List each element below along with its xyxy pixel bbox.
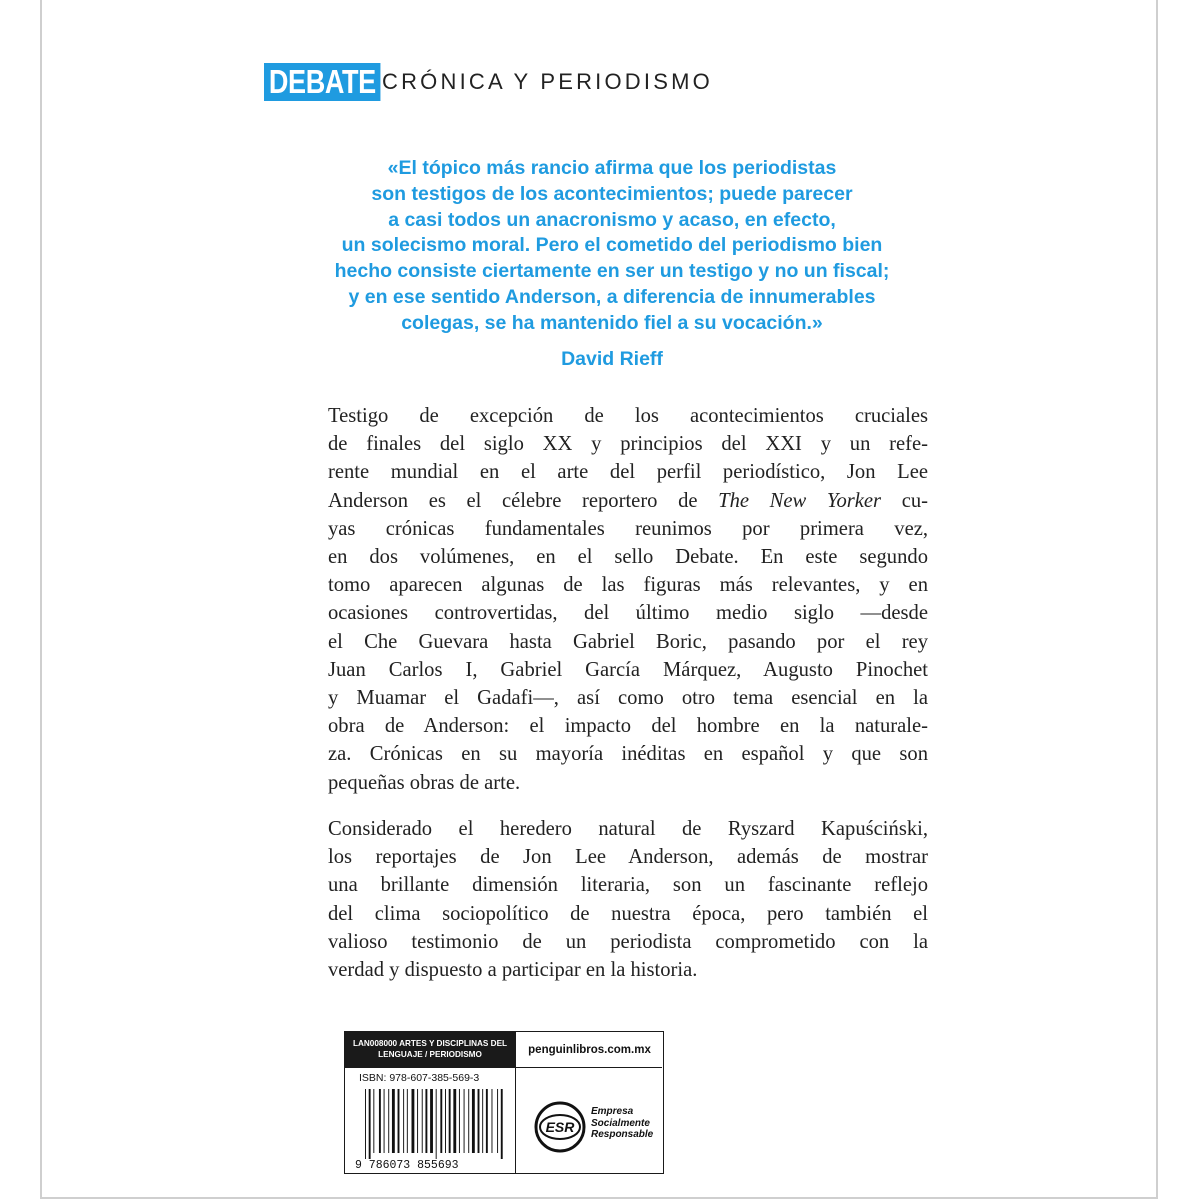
blurb-paragraph-1 [328, 402, 928, 797]
barcode-bar [459, 1089, 460, 1153]
barcode-bar [398, 1089, 400, 1153]
barcode-bar [412, 1089, 415, 1153]
blurb-line: Juan Carlos I, Gabriel García Márquez, Augusto Pinochet [328, 658, 928, 681]
barcode-bar [468, 1089, 469, 1153]
esr-line: Responsable [591, 1129, 654, 1140]
barcode-bar [445, 1089, 446, 1153]
barcode-bar [436, 1089, 437, 1159]
barcode-bar [453, 1089, 456, 1153]
barcode-bar [422, 1089, 423, 1153]
barcode-bar [392, 1089, 395, 1153]
barcode-bar [388, 1089, 389, 1153]
collection-name: CRÓNICA Y PERIODISMO [382, 69, 713, 94]
blurb-line: obra de Anderson: el impacto del hombre en la naturale- [328, 715, 928, 738]
isbn-number: ISBN: 978-607-385-569-3 [359, 1072, 480, 1084]
blurb-line: el Che Guevara hasta Gabriel Boric, pasando por el rey [328, 630, 928, 653]
blurb-line-italic-title: Anderson es el célebre reportero de The New Yorker cu- [328, 489, 928, 512]
barcode-bar [492, 1089, 493, 1153]
isbn-info-box [344, 1031, 664, 1174]
blurb-line: yas crónicas fundamentales reunimos por primera vez, [328, 517, 928, 540]
barcode-bar [403, 1089, 404, 1153]
barcode-bar [497, 1089, 498, 1153]
blurb-line: Testigo de excepción de los acontecimientos cruciales [328, 405, 928, 427]
blurb-line: ocasiones controvertidas, del último medio siglo —desde [328, 602, 928, 625]
barcode-bar [373, 1089, 374, 1153]
magazine-title: The New Yorker [718, 489, 882, 512]
barcode [353, 1087, 513, 1171]
barcode-bar [482, 1089, 483, 1153]
barcode-bar [430, 1089, 433, 1153]
blurb-line: de finales del siglo XX y principios del XXI y un refe- [328, 433, 928, 456]
esr-line: Socialmente [591, 1117, 650, 1129]
quote-line: un solecismo moral. Pero el cometido del periodismo bien [341, 234, 883, 257]
esr-caption [591, 1106, 653, 1141]
publisher-header [264, 63, 713, 101]
barcode-bar [472, 1089, 475, 1153]
barcode-bar [369, 1089, 371, 1159]
divider [515, 1067, 516, 1173]
blurb-line: Considerado el heredero natural de Ryszard Kapuściński, [328, 818, 928, 840]
blurb-line: tomo aparecen algunas de las figuras más relevantes, y en [328, 574, 928, 597]
bisac-line: LENGUAJE / PERIODISMO [378, 1050, 482, 1059]
quote-line: colegas, se ha mantenido fiel a su vocación.» [401, 311, 823, 334]
barcode-bar [365, 1089, 366, 1159]
quote-line: son testigos de los acontecimientos; puede parecer [371, 182, 853, 205]
quote-author: David Rieff [561, 347, 663, 370]
esr-badge [533, 1100, 658, 1160]
blurb-line: za. Crónicas en su mayoría inéditas en español y que son [328, 743, 928, 766]
pull-quote [272, 156, 952, 372]
blurb-line: pequeñas obras de arte. [328, 771, 521, 794]
blurb-line: en dos volúmenes, en el sello Debate. En este segundo [328, 546, 928, 569]
blurb-line: del clima sociopolítico de nuestra época, pero también el [328, 902, 928, 925]
blurb-line: y Muamar el Gadafi—, así como otro tema esencial en la [328, 687, 928, 710]
barcode-bar [440, 1089, 442, 1153]
blurb-line: los reportajes de Jon Lee Anderson, además de mostrar [328, 846, 928, 869]
barcode-bar [384, 1089, 385, 1153]
blurb-line: valioso testimonio de un periodista comprometido con la [328, 930, 928, 953]
blurb-line: una brillante dimensión literaria, son un fascinante reflejo [328, 874, 928, 897]
esr-logo-icon [533, 1100, 587, 1154]
barcode-digits: 9 786073 855693 [355, 1159, 459, 1171]
quote-line: y en ese sentido Anderson, a diferencia de innumerables [348, 285, 876, 308]
quote-line: «El tópico más rancio afirma que los periodistas [387, 157, 837, 179]
barcode-bar [449, 1089, 451, 1153]
bisac-line: LAN008000 ARTES Y DISCIPLINAS DEL [352, 1039, 508, 1048]
blurb-line: rente mundial en el arte del perfil periodístico, Jon Lee [328, 461, 928, 484]
barcode-bar [379, 1089, 381, 1153]
barcode-bar [425, 1089, 427, 1153]
bisac-category [345, 1032, 515, 1067]
debate-logo: DEBATE [264, 63, 381, 101]
barcode-bar [464, 1089, 465, 1153]
svg-text:ESR: ESR [545, 1119, 575, 1135]
quote-line: a casi todos un anacronismo y acaso, en efecto, [388, 208, 836, 231]
barcode-bar [407, 1089, 408, 1153]
publisher-website: penguinlibros.com.mx [515, 1032, 663, 1067]
quote-line: hecho consiste ciertamente en ser un testigo y no un fiscal; [334, 260, 890, 283]
barcode-bar [478, 1089, 480, 1153]
blurb-paragraph-2 [328, 815, 928, 984]
blurb-line: verdad y dispuesto a participar en la historia. [328, 959, 698, 982]
back-cover [40, 0, 1158, 1199]
divider [345, 1067, 662, 1068]
barcode-bar [501, 1089, 503, 1159]
barcode-bar [486, 1089, 488, 1153]
barcode-bar [417, 1089, 418, 1153]
esr-line: Empresa [591, 1106, 634, 1117]
